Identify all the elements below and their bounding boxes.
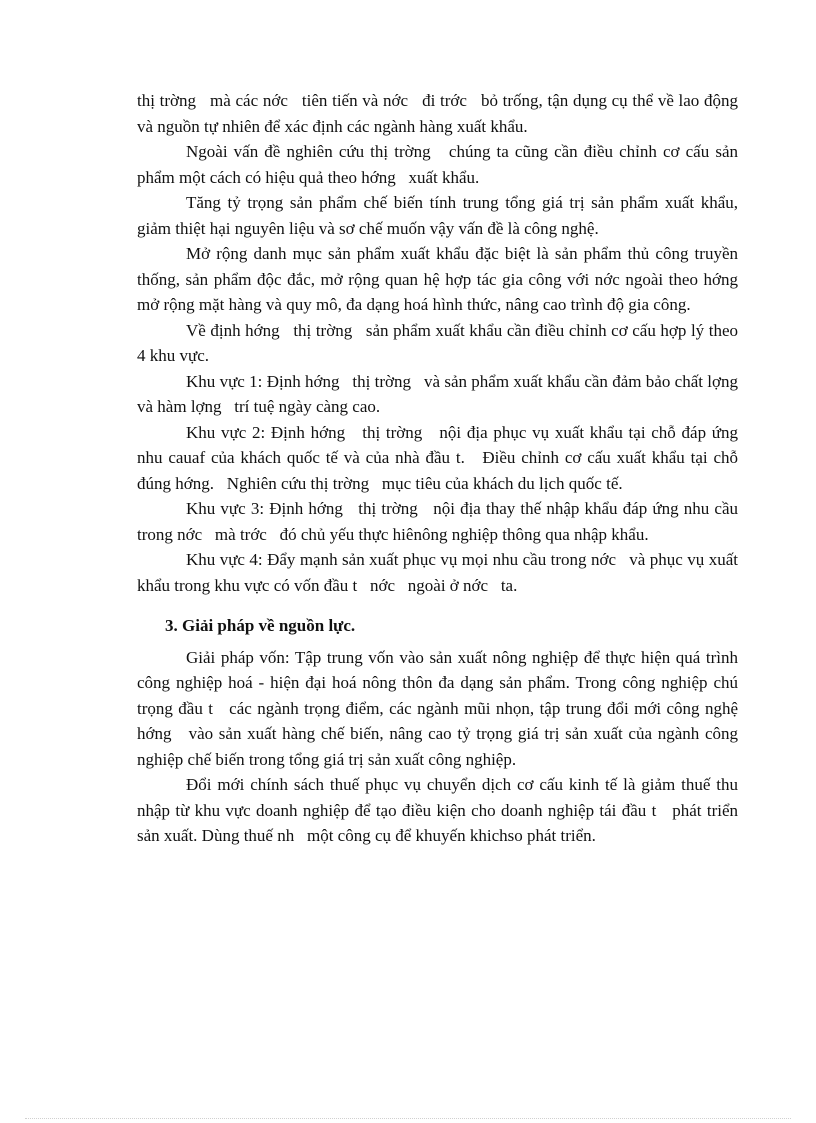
paragraph: Giải pháp vốn: Tập trung vốn vào sản xuất nông nghiệp để thực hiện quá trình công nghiệp hoá - hiện đại hoá nông thôn đa dạng sản phẩm. Trong công nghiệp chú trọng đầu t các ngành trọng điểm, các ngành mũi nhọn, tập trung đổi mới công nghệ hớng vào sản xuất hàng chế biến, nâng cao tỷ trọng giá trị sản xuất của ngành công nghiệp chế biến trong tổng giá trị sản xuất công nghiệp. <box>137 647 743 769</box>
paragraph: Đổi mới chính sách thuế phục vụ chuyển dịch cơ cấu kinh tế là giảm thuế thu nhập từ khu vực doanh nghiệp để tạo điều kiện cho doanh nghiệp tái đầu t phát triển sản xuất. Dùng thuế nh một công cụ để khuyến khichso phát triển. <box>137 775 743 845</box>
paragraph: Tăng tỷ trọng sản phẩm chế biến tính trung tổng giá trị sản phẩm xuất khẩu, giảm thiệt hại nguyên liệu và sơ chế muốn vậy vấn đề là công nghệ. <box>137 193 743 238</box>
page-bottom-divider <box>25 1118 791 1119</box>
paragraph: Mở rộng danh mục sản phẩm xuất khẩu đặc biệt là sản phẩm thủ công truyền thống, sản phẩm độc đắc, mở rộng quan hệ hợp tác gia công với nớc ngoài theo hớng mở rộng mặt hàng và quy mô, đa dạng hoá hình thức, nâng cao trình độ gia công. <box>137 244 751 314</box>
document-page <box>137 88 751 849</box>
paragraph: thị trờng mà các nớc tiên tiến và nớc đi trớc bỏ trống, tận dụng cụ thể về lao động và nguồn tự nhiên để xác định các ngành hàng xuất khẩu. <box>137 91 743 136</box>
paragraph: Khu vực 1: Định hớng thị trờng và sản phẩm xuất khẩu cần đảm bảo chất lợng và hàm lợng trí tuệ ngày càng cao. <box>137 371 751 416</box>
section-heading: 3. Giải pháp về nguồn lực. <box>165 616 356 635</box>
paragraph: Ngoài vấn đề nghiên cứu thị trờng chúng ta cũng cần điều chỉnh cơ cấu sản phẩm một cách có hiệu quả theo hớng xuất khẩu. <box>137 142 743 187</box>
paragraph: Khu vực 3: Định hớng thị trờng nội địa thay thế nhập khẩu đáp ứng nhu cầu trong nớc mà trớc đó chủ yếu thực hiênông nghiệp thông qua nhập khẩu. <box>137 499 743 544</box>
paragraph: Khu vực 4: Đẩy mạnh sản xuất phục vụ mọi nhu cầu trong nớc và phục vụ xuất khẩu trong khu vực có vốn đầu t nớc ngoài ở nớc ta. <box>137 550 743 595</box>
paragraph: Về định hớng thị trờng sản phẩm xuất khẩu cần điều chỉnh cơ cấu hợp lý theo 4 khu vực. <box>137 320 743 365</box>
paragraph: Khu vực 2: Định hớng thị trờng nội địa phục vụ xuất khẩu tại chỗ đáp ứng nhu cauaf của khách quốc tế và của nhà đầu t. Điều chỉnh cơ cấu xuất khẩu tại chỗ đúng hớng. Nghiên cứu thị trờng mục tiêu của khách du lịch quốc tế. <box>137 422 743 493</box>
